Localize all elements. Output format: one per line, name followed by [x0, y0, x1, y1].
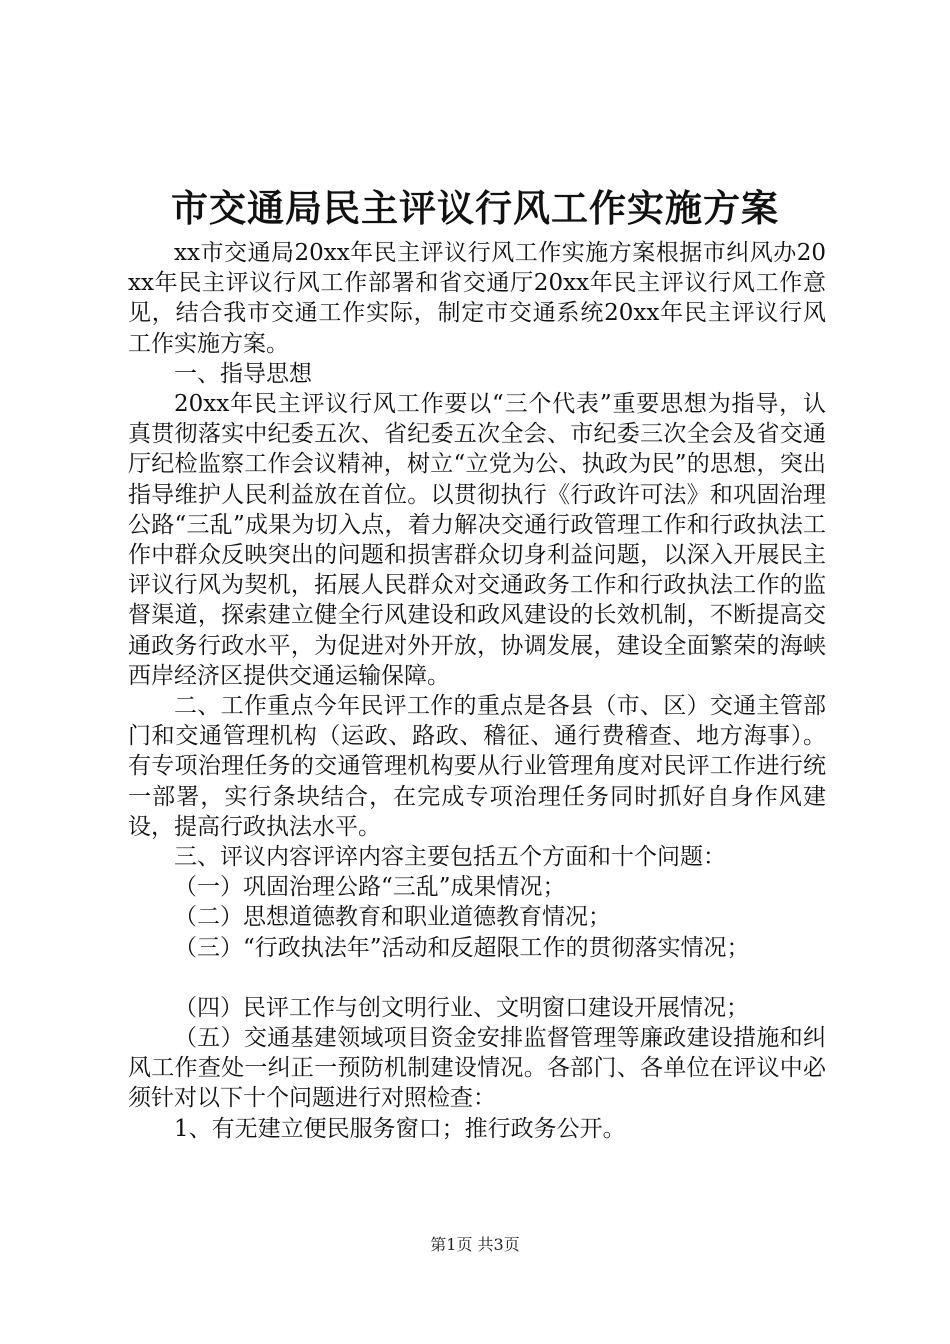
page-number: 第1页 共3页: [430, 1235, 520, 1254]
list-item-4: （四）民评工作与创文明行业、文明窗口建设开展情况；: [174, 994, 749, 1021]
check-item-1: 1、有无建立便民服务窗口；推行政务公开。: [174, 1115, 626, 1142]
paragraph-intro: xx市交通局20xx年民主评议行风工作实施方案根据市纠风办20xx年民主评议行风工作部署和省交通厅20xx年民主评议行风工作意见，结合我市交通工作实际，制定市交通系统20xx年民主评议行风工作实施方案。: [128, 240, 826, 357]
paragraph-review-content: 三、评议内容评谇内容主要包括五个方面和十个问题：: [174, 844, 726, 871]
paragraph-work-focus: 二、工作重点今年民评工作的重点是各县（市、区）交通主管部门和交通管理机构（运政、路政、稽征、通行费稽查、地方海事）。有专项治理任务的交通管理机构要从行业管理角度对民评工作进行统一部署，实行条块结合，在完成专项治理任务同时抓好自身作风建设，提高行政执法水平。: [128, 693, 826, 840]
list-item-3: （三）“行政执法年”活动和反超限工作的贯彻落实情况；: [174, 934, 750, 961]
list-item-5: （五）交通基建领域项目资金安排监督管理等廉政建设措施和纠风工作查处一纠正一预防机制建设情况。各部门、各单位在评议中必须针对以下十个问题进行对照检查：: [128, 1025, 826, 1112]
heading-guiding-ideology: 一、指导思想: [174, 360, 312, 387]
list-item-1: （一）巩固治理公路“三乱”成果情况；: [174, 874, 566, 901]
document-title: 市交通局民主评议行风工作实施方案: [171, 186, 779, 230]
document-body: [128, 238, 826, 1144]
list-item-2: （二）思想道德教育和职业道德教育情况；: [174, 904, 611, 931]
paragraph-guiding-ideology: 20xx年民主评议行风工作要以“三个代表”重要思想为指导，认真贯彻落实中纪委五次、省纪委五次全会、市纪委三次全会及省交通厅纪检监察工作会议精神，树立“立党为公、执政为民”的思想，突出指导维护人民利益放在首位。以贯彻执行《行政许可法》和巩固治理公路“三乱”成果为切入点，着力解决交通行政管理工作和行政执法工作中群众反映突出的问题和损害群众切身利益问题，以深入开展民主评议行风为契机，拓展人民群众对交通政务工作和行政执法工作的监督渠道，探索建立健全行风建设和政风建设的长效机制，不断提高交通政务行政水平，为促进对外开放，协调发展，建设全面繁荣的海峡西岸经济区提供交通运输保障。: [128, 391, 826, 689]
